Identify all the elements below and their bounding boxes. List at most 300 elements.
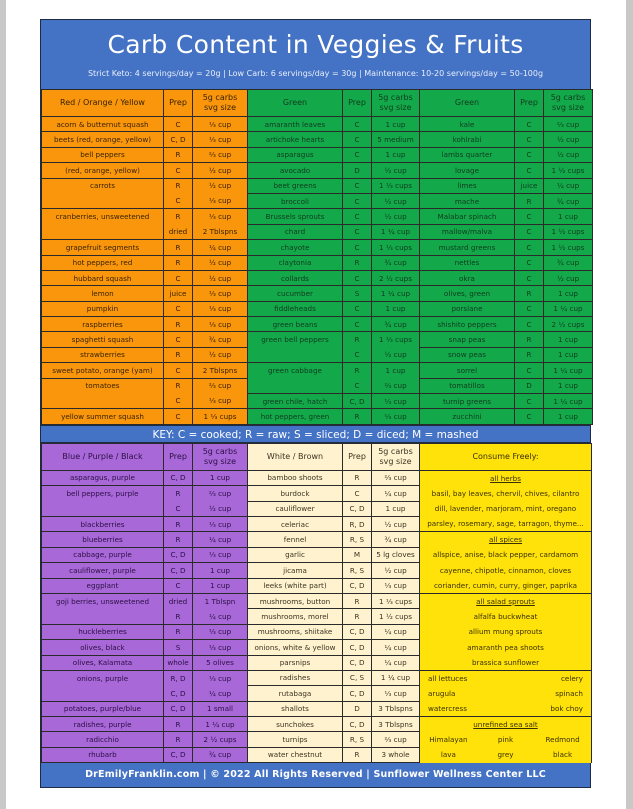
table-row [42,578,248,593]
cell-name: mushrooms, shiitake [248,624,343,639]
spices-list: coriander, cumin, curry, ginger, paprika [420,578,592,593]
cell-name: avocado [248,163,343,178]
consume-freely-section [419,443,592,763]
cell-name: onions, white & yellow [248,640,343,655]
cell-name: rhubarb [42,747,164,762]
cell-size: 1 cup [544,378,593,393]
table-row [420,209,593,224]
column-header-size: 5g carbs svg size [372,443,420,470]
cell-prep: C [164,409,193,424]
table-row [420,224,593,239]
cell-size: ½ cup [193,178,248,193]
cell-prep: C [343,270,372,285]
cell-prep: C, D [343,624,372,639]
cell-prep: C, D [164,747,193,762]
cell-name: olives, green [420,286,515,301]
column-header-name: Green [420,90,515,117]
table-row [42,609,248,624]
cell-size: 5 medium [372,132,420,147]
cell-name: potatoes, purple/blue [42,701,164,716]
cell-prep: R, D [343,516,372,531]
cell-size: 1 ¼ cup [372,286,420,301]
cell-size: ½ cup [372,347,420,362]
cell-prep: C [164,578,193,593]
cell-prep: R, S [343,563,372,578]
cell-name: turnips [248,732,343,747]
table-row [420,240,593,255]
table-row [420,286,593,301]
table-row [420,394,593,409]
column-header-name: White / Brown [248,443,343,470]
cell-size: ⅓ cup [193,516,248,531]
cell-prep: C [164,117,193,132]
table-row [42,270,248,285]
cell-name: sunchokes [248,717,343,732]
list-item [420,486,592,501]
white-brown-section [247,443,419,763]
table-row [42,686,248,701]
cell-prep: R [164,717,193,732]
cell-prep: M [343,547,372,562]
cell-size: ⅓ cup [193,317,248,332]
table-row [42,378,248,393]
servings-subtitle: Strict Keto: 4 servings/day = 20g | Low Carb: 6 servings/day = 30g | Maintenance: 10-20 servings/day = 50-100g [87,69,544,78]
column-header-prep: Prep [515,90,544,117]
cell-prep: R [164,516,193,531]
cell-prep: R [164,147,193,162]
table-row [42,394,248,409]
cell-size: ⅓ cup [372,394,420,409]
table-row [42,563,248,578]
greens-left: arugula [420,686,535,701]
cell-name: raspberries [42,317,164,332]
list-item [420,640,592,655]
blue-purple-black-table [41,443,248,763]
spices-heading-row [420,532,592,547]
cell-size: 1 cup [544,409,593,424]
list-item [420,547,592,562]
column-header-size: 5g carbs svg size [544,90,593,117]
cell-size: ⅔ cup [193,147,248,162]
cell-name: mache [420,193,515,208]
cell-prep: C, D [343,655,372,670]
salt-row [420,747,592,762]
table-row [42,624,248,639]
cell-name: Malabar spinach [420,209,515,224]
cell-prep: R [343,747,372,762]
cell-prep: C [343,178,372,193]
herbs-list: dill, lavender, marjoram, mint, oregano [420,501,592,516]
cell-name [42,609,164,624]
table-row [42,286,248,301]
cell-name: yellow summer squash [42,409,164,424]
cell-prep: R [164,624,193,639]
cell-name: olives, black [42,640,164,655]
carb-chart-sheet [40,19,591,788]
cell-size: 3 whole [372,747,420,762]
list-item [420,655,592,670]
cell-size: ½ cup [372,193,420,208]
table-row [42,224,248,239]
table-row [42,470,248,485]
cell-name: cranberries, unsweetened [42,209,164,224]
cell-name: lambs quarter [420,147,515,162]
cell-size: 1 ⅓ cups [193,409,248,424]
list-item [420,578,592,593]
cell-name: hot peppers, red [42,255,164,270]
cell-size: ½ cup [372,163,420,178]
cell-size: 1 Tblspn [193,593,248,608]
cell-name: bell peppers [42,147,164,162]
cell-prep: R [343,470,372,485]
cell-size: 1 cup [544,209,593,224]
cell-prep: C [515,132,544,147]
table-row [248,609,420,624]
spices-list: allspice, anise, black pepper, cardamom [420,547,592,562]
cell-prep: C [515,301,544,316]
cell-name: hot peppers, green [248,409,343,424]
salt-type: black [534,747,591,762]
cell-size: 1 cup [544,347,593,362]
cell-size: ⅔ cup [372,378,420,393]
cell-name: bamboo shoots [248,470,343,485]
copyright-footer: DrEmilyFranklin.com | © 2022 All Rights Reserved | Sunflower Wellness Center LLC [41,763,590,787]
green-section-2 [419,89,592,425]
table-row [42,332,248,347]
cell-size: ½ cup [372,563,420,578]
cell-name: cucumber [248,286,343,301]
bottom-section [41,443,590,763]
greens-left: watercress [420,701,535,716]
column-header-prep: Prep [164,443,193,470]
table-row [420,255,593,270]
table-row [248,193,420,208]
cell-name: burdock [248,486,343,501]
cell-size: ½ cup [193,501,248,516]
cell-size: ¾ cup [544,193,593,208]
cell-name: cabbage, purple [42,547,164,562]
list-item [420,609,592,624]
cell-prep: C [515,409,544,424]
cell-size: 1 cup [372,117,420,132]
cell-name: Brussels sprouts [248,209,343,224]
cell-prep: C, D [343,501,372,516]
column-header-name: Blue / Purple / Black [42,443,164,470]
cell-name: olives, Kalamata [42,655,164,670]
table-row [248,132,420,147]
table-row [248,317,420,332]
cell-prep: C, D [164,547,193,562]
consume-freely-table [419,443,592,763]
cell-prep: R, D [164,670,193,685]
sprouts-list: alfalfa buckwheat [420,609,592,624]
cell-size: 1 ⅓ cups [372,178,420,193]
table-row [42,655,248,670]
cell-name: garlic [248,547,343,562]
cell-size: ½ cup [544,270,593,285]
cell-prep: D [343,163,372,178]
column-header-size: 5g carbs svg size [372,90,420,117]
cell-prep: S [164,640,193,655]
salt-type: lava [420,747,477,762]
cell-prep: whole [164,655,193,670]
cell-prep: C [343,240,372,255]
cell-prep: C [343,378,372,393]
cell-prep: R [164,486,193,501]
cell-prep: R [343,609,372,624]
cell-name [42,501,164,516]
cell-prep: juice [164,286,193,301]
table-row [42,132,248,147]
cell-size: ⅔ cup [544,117,593,132]
cell-name: chard [248,224,343,239]
table-row [248,624,420,639]
table-row [248,301,420,316]
table-row [248,209,420,224]
cell-name: chayote [248,240,343,255]
table-row [248,732,420,747]
cell-size: 1 ¼ cup [544,301,593,316]
cell-name: onions, purple [42,670,164,685]
table-row [42,209,248,224]
document-page [6,0,626,809]
cell-name: okra [420,270,515,285]
cell-size: ⅓ cup [193,117,248,132]
cell-name: nettles [420,255,515,270]
spices-list: cayenne, chipotle, cinnamon, cloves [420,563,592,578]
cell-name: cauliflower [248,501,343,516]
cell-name: asparagus [248,147,343,162]
cell-prep: C [343,486,372,501]
cell-name: collards [248,270,343,285]
cell-prep: C, D [164,132,193,147]
cell-size: ¼ cup [193,686,248,701]
table-row [248,655,420,670]
cell-size: ¼ cup [193,240,248,255]
cell-prep: C, D [343,717,372,732]
table-row [248,117,420,132]
cell-name: leeks (white part) [248,578,343,593]
cell-name: claytonia [248,255,343,270]
cell-name: kohlrabi [420,132,515,147]
salt-type: Himalayan [420,732,477,747]
cell-name: sorrel [420,363,515,378]
cell-name: mustard greens [420,240,515,255]
cell-size: ¾ cup [193,747,248,762]
cell-size: ⅓ cup [372,578,420,593]
cell-name: fiddleheads [248,301,343,316]
cell-size: ⅓ cup [193,624,248,639]
list-item [420,516,592,531]
table-row [248,270,420,285]
cell-prep: C [343,209,372,224]
cell-size: ⅓ cup [372,409,420,424]
table-row [248,578,420,593]
cell-name: cauliflower, purple [42,563,164,578]
top-section [41,89,590,425]
cell-prep: C [343,224,372,239]
salt-row [420,732,592,747]
cell-size: ¾ cup [193,332,248,347]
table-row [420,301,593,316]
table-row [248,394,420,409]
table-row [420,147,593,162]
cell-size: ½ cup [193,270,248,285]
cell-prep: C, D [164,563,193,578]
greens-left: all lettuces [420,670,535,685]
cell-name: acorn & butternut squash [42,117,164,132]
table-row [248,563,420,578]
table-row [42,255,248,270]
table-row [248,240,420,255]
cell-name: sweet potato, orange (yam) [42,363,164,378]
cell-prep: C [515,209,544,224]
cell-prep: D [515,378,544,393]
cell-prep: C [343,347,372,362]
herbs-list: parsley, rosemary, sage, tarragon, thyme... [420,516,592,531]
table-row [248,686,420,701]
cell-prep: R [164,178,193,193]
table-row [248,286,420,301]
table-row [42,317,248,332]
cell-size: 5 lg cloves [372,547,420,562]
cell-name: amaranth leaves [248,117,343,132]
cell-prep: S [343,286,372,301]
cell-prep: C, D [343,640,372,655]
cell-prep: R [164,378,193,393]
cell-size: 1 ¼ cup [544,363,593,378]
table-row [42,117,248,132]
cell-prep: C [515,317,544,332]
table-row [42,347,248,362]
cell-name: eggplant [42,578,164,593]
cell-name: jicama [248,563,343,578]
cell-name: beet greens [248,178,343,193]
list-item [420,624,592,639]
cell-name: spaghetti squash [42,332,164,347]
table-row [248,486,420,501]
cell-name: celeriac [248,516,343,531]
cell-prep: R [515,193,544,208]
table-row [420,193,593,208]
cell-size: ½ cup [544,132,593,147]
red-orange-yellow-section [41,89,247,425]
sprouts-list: amaranth pea shoots [420,640,592,655]
table-row [42,193,248,208]
cell-prep: R [515,332,544,347]
cell-size: ¼ cup [372,655,420,670]
table-row [42,701,248,716]
cell-name: blueberries [42,532,164,547]
cell-size: ½ cup [193,347,248,362]
cell-name [248,347,343,362]
cell-size: 2 Tblspns [193,363,248,378]
table-row [248,640,420,655]
cell-name: (red, orange, yellow) [42,163,164,178]
cell-size: 1 ½ cups [372,609,420,624]
cell-name: shishito peppers [420,317,515,332]
cell-size: ¾ cup [544,255,593,270]
list-item [420,563,592,578]
cell-size: ¼ cup [372,486,420,501]
cell-name: green beans [248,317,343,332]
cell-prep: R [164,209,193,224]
cell-prep: C [515,394,544,409]
cell-prep: dried [164,224,193,239]
cell-name: snow peas [420,347,515,362]
cell-prep: R [164,609,193,624]
cell-size: ¾ cup [372,255,420,270]
cell-size: ⅓ cup [193,670,248,685]
cell-size: ¾ cup [372,317,420,332]
table-row [420,163,593,178]
table-row [42,547,248,562]
cell-name: kale [420,117,515,132]
cell-size: ⅔ cup [193,378,248,393]
cell-prep: C [515,117,544,132]
cell-prep: R [164,255,193,270]
cell-size: ⅓ cup [193,286,248,301]
table-row [42,486,248,501]
cell-size: 2 Tblspns [193,224,248,239]
cell-name: grapefruit segments [42,240,164,255]
table-row [248,470,420,485]
greens-right: spinach [534,686,591,701]
cell-prep: C [515,240,544,255]
cell-name: bell peppers, purple [42,486,164,501]
cell-name: mushrooms, morel [248,609,343,624]
green-section-1 [247,89,419,425]
cell-size: 1 ⅓ cups [372,332,420,347]
cell-size: 2 ½ cups [372,270,420,285]
table-row [248,670,420,685]
cell-name: porslane [420,301,515,316]
cell-size: ¼ cup [193,532,248,547]
cell-size: ½ cup [372,516,420,531]
column-header-size: 5g carbs svg size [193,90,248,117]
table-row [248,593,420,608]
table-row [248,378,420,393]
table-row [42,670,248,685]
column-header-prep: Prep [164,90,193,117]
cell-size: ⅓ cup [193,547,248,562]
column-header-name: Green [248,90,343,117]
table-row [420,378,593,393]
cell-name: fennel [248,532,343,547]
cell-size: 1 ¼ cup [193,717,248,732]
cell-size: ⅔ cup [372,470,420,485]
cell-size: 1 small [193,701,248,716]
cell-prep: C [515,363,544,378]
cell-prep: C, D [343,578,372,593]
table-row [248,547,420,562]
cell-name [42,224,164,239]
cell-prep: C [164,332,193,347]
cell-size: 1 ⅓ cups [372,593,420,608]
sprouts-list: allium mung sprouts [420,624,592,639]
cell-size: 2 ½ cups [193,732,248,747]
table-row [42,363,248,378]
table-row [420,178,593,193]
cell-size: 1 cup [372,301,420,316]
cell-prep: C, D [164,686,193,701]
greens-right: bok choy [534,701,591,716]
cell-prep: R [515,347,544,362]
cell-name: strawberries [42,347,164,362]
cell-size: ⅓ cup [193,193,248,208]
cell-prep: C [343,132,372,147]
cell-name: lovage [420,163,515,178]
